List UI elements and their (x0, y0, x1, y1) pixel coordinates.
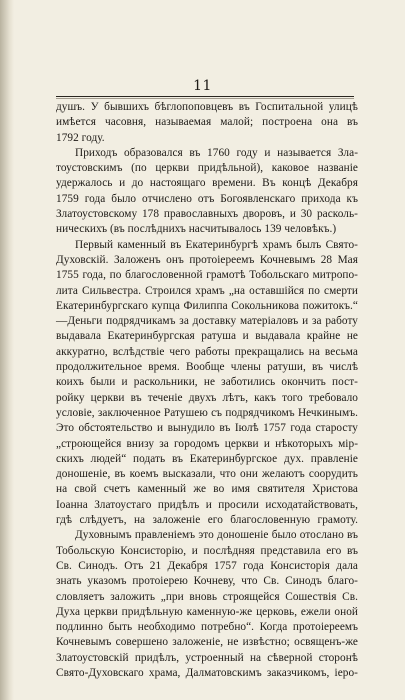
text-line: знать указомъ протоіерею Кочневу, что Св. Синодъ благо- (56, 575, 358, 588)
text-line: Духовскій. Заложенъ онъ протоіереемъ Кочневымъ 28 Мая (56, 253, 358, 266)
text-line: Духа церкви придѣльную каменную-же церковь, ежели оной (56, 605, 358, 618)
text-line: словляетъ заложить „при вновь строящейся Сошествія Св. (56, 590, 358, 603)
text-line: лита Сильвестра. Строился храмъ „на оставшійся по смерти (56, 284, 358, 297)
text-line: гдѣ слѣдуетъ, на заложеніе его благословенную грамоту. (56, 514, 358, 527)
text-line: Первый каменный въ Екатеринбургѣ храмъ былъ Свято- (75, 238, 358, 251)
text-line: Екатеринбургскаго купца Филиппа Сокольникова пожитокъ.“ (56, 299, 358, 312)
text-line: Приходъ образовался въ 1760 году и называется Зла- (75, 146, 358, 159)
text-line: подлинно быть необходимо потребно“. Когда протоіереемъ (56, 621, 358, 634)
header-rule (56, 96, 354, 97)
text-line: выдавала Екатеринбургская ратуша и выдавала крайне не (56, 330, 358, 343)
text-line: 1755 года, по благословенной грамотѣ Тобольскаго митропо- (56, 269, 358, 282)
text-line: ройку церкви въ теченіе двухъ лѣтъ, какъ того требовало (56, 391, 358, 404)
text-line: продолжительное время. Вообще члены ратуши, въ числѣ (56, 361, 358, 374)
text-line: на свой счетъ каменный же во имя святителя Христова (56, 483, 358, 496)
page-gutter-shadow (0, 0, 14, 700)
text-line: —Деньги подрядчикамъ за доставку матеріаловъ и за работу (56, 315, 358, 328)
text-line: Тобольскую Консисторію, и послѣдняя представила его въ (56, 544, 358, 557)
text-line: скихъ людей“ подать въ Екатеринбургское дух. правленіе (56, 452, 358, 465)
text-line: 1759 года было отчислено отъ Богоявленскаго прихода къ (56, 192, 358, 205)
text-line: душъ. У бывшихъ бѣглопоповцевъ въ Госпитальной улицѣ (56, 101, 358, 113)
page-number: 11 (193, 78, 212, 94)
text-line: Кочневымъ совершено заложеніе, не извѣстно; освященъ-же (56, 636, 358, 649)
text-line: аккуратно, вслѣдствіе чего работы прекращались на весьма (56, 345, 358, 358)
text-line: Это обстоятельство и вынудило въ Іюлѣ 1757 года старосту (56, 422, 358, 435)
body-text (56, 100, 358, 681)
text-line: удержалось и до настоящаго времени. Въ концѣ Декабря (56, 177, 358, 190)
text-line: условіе, заключенное Ратушею съ подрядчикомъ Нечкинымъ. (56, 406, 358, 419)
text-line: Свято-Духовскаго храма, Далматовскимъ заказчикомъ, іеро- (56, 666, 358, 679)
text-line: Златоустовскому 178 православныхъ дворовъ, и 30 расколь- (56, 208, 358, 221)
text-line: Духовнымъ правленіемъ это доношеніе было отослано въ (75, 529, 358, 542)
text-line: тоустовскимъ (по церкви придѣльной), каковое названіе (56, 162, 358, 175)
text-line: имѣется часовня, называемая малой; построена она въ (56, 116, 358, 129)
text-line: Іоанна Златоустаго придѣлъ и просили исходатайствовать, (56, 498, 358, 511)
text-line: ническихъ (въ послѣднихъ насчитывалось 139 человѣкъ.) (56, 223, 337, 236)
header-rule-secondary (56, 98, 354, 99)
text-line: „строющейся внизу за городомъ церкви и нѣкоторыхъ мір- (56, 437, 358, 450)
text-line: коихъ были и раскольники, не заботились окончить пост- (56, 376, 358, 389)
text-line: Златоустовскій придѣлъ, устроенный на сѣверной сторонѣ (56, 651, 358, 664)
text-line: 1792 году. (56, 131, 105, 144)
text-line: Св. Синодъ. Отъ 21 Декабря 1757 года Консисторія дала (56, 559, 358, 572)
text-line: доношеніе, въ коемъ высказали, что они желаютъ соорудить (56, 468, 358, 481)
